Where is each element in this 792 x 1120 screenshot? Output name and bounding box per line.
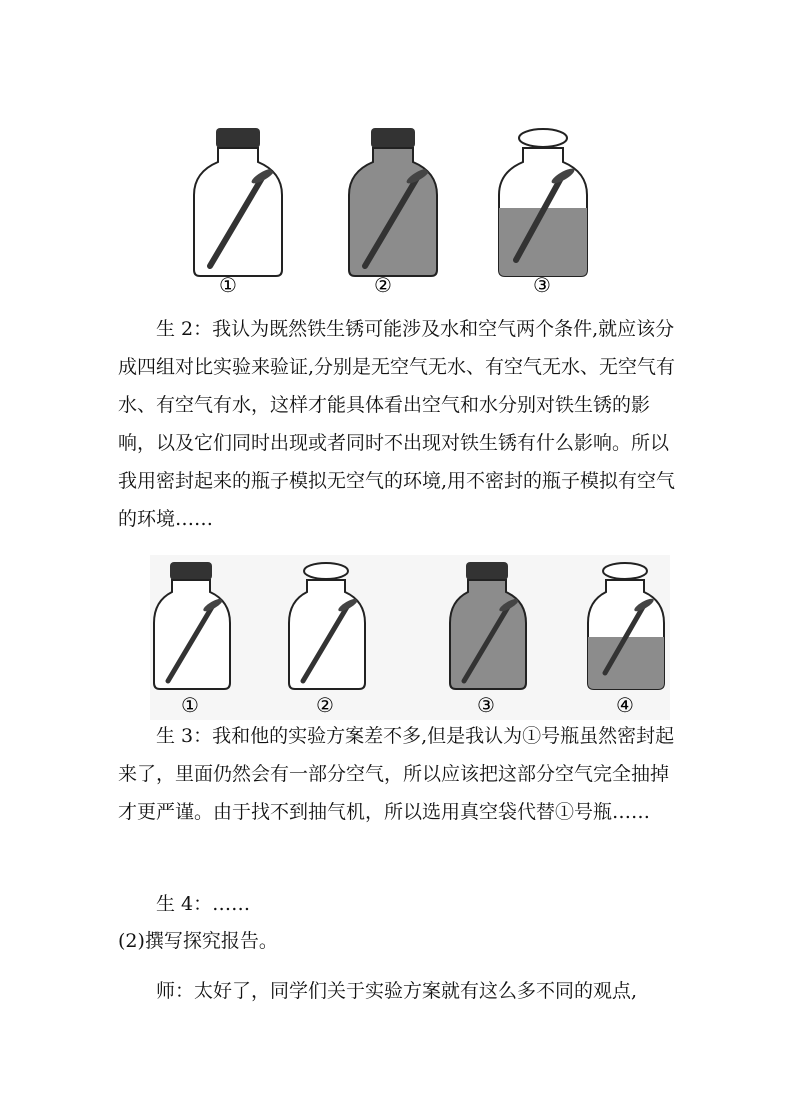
figure1-label-3: ③ [533,273,551,295]
figure-bottles-three [180,120,600,295]
figure2-label-3: ③ [477,693,495,717]
figure2-label-1: ① [181,693,199,717]
figure-bottles-four [150,555,670,720]
bottle-2 [349,128,437,276]
figure2-label-2: ② [316,693,334,717]
paragraph-student-3: 生 3：我和他的实验方案差不多,但是我认为①号瓶虽然密封起来了，里面仍然会有一部分空气，所以应该把这部分空气完全抽掉才更严谨。由于找不到抽气机，所以选用真空袋代替①号瓶…… [118,725,675,823]
bottle-3 [499,129,587,278]
figure2-label-4: ④ [616,693,634,717]
paragraph-step-2: (2)撰写探究报告。 [118,930,278,952]
bottle-3 [450,562,526,689]
figure1-label-1: ① [219,273,237,295]
figure1-label-2: ② [374,273,392,295]
bottle-4 [588,563,664,691]
bottle-1 [194,128,282,276]
paragraph-teacher: 师：太好了，同学们关于实验方案就有这么多不同的观点, [156,980,638,1002]
bottle-1 [154,562,230,689]
paragraph-student-4: 生 4：…… [156,893,251,915]
paragraph-student-2: 生 2：我认为既然铁生锈可能涉及水和空气两个条件,就应该分成四组对比实验来验证,分别是无空气无水、有空气无水、无空气有水、有空气有水，这样才能具体看出空气和水分别对铁生锈的影响，以及它们同时出现或者同时不出现对铁生锈有什么影响。所以我用密封起来的瓶子模拟无空气的环境,用不密封的瓶子模拟有空气的环境…… [118,318,676,530]
bottle-2 [289,563,365,689]
